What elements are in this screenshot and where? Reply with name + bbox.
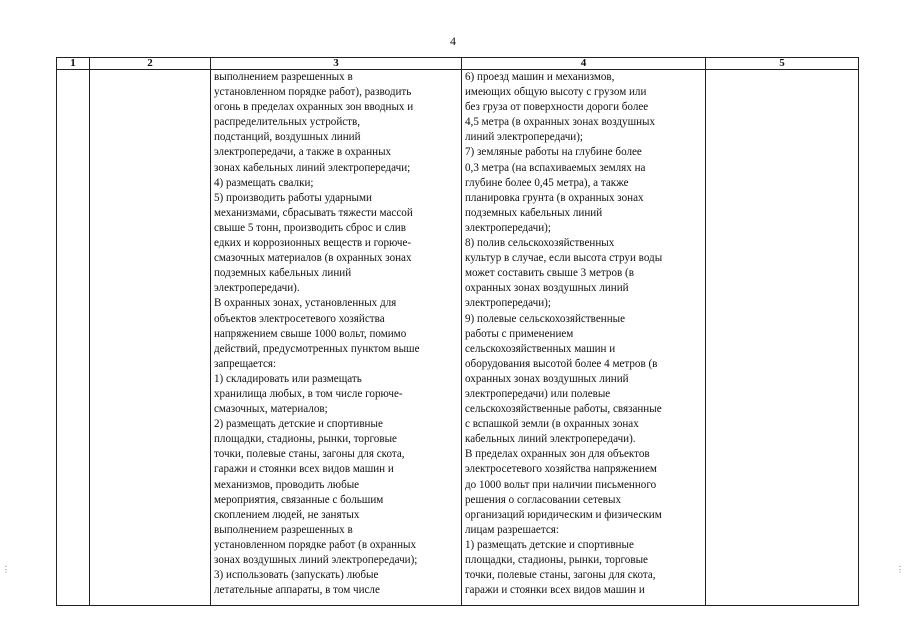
cell-col-1 (57, 70, 90, 606)
text-line: 1) складировать или размещать (214, 372, 362, 385)
left-margin-mark: ⋮ (2, 565, 10, 574)
text-line: выполнением разрешенных в (214, 523, 353, 536)
text-line: В пределах охранных зон для объектов (465, 448, 650, 461)
text-line: мероприятия, связанные с большим (214, 493, 384, 506)
text-line: 9) полевые сельскохозяйственные (465, 312, 626, 325)
text-line: запрещается: (214, 357, 277, 370)
text-line: электропередачи); (465, 297, 551, 310)
text-line: распределительных устройств, (214, 116, 361, 129)
text-line: смазочных материалов (в охранных зонах (214, 252, 412, 265)
text-line: электросетевого хозяйства напряжением (465, 463, 657, 476)
header-col-3: 3 (211, 58, 462, 70)
text-line: площадки, стадионы, рынки, торговые (214, 433, 397, 446)
text-line: скоплением людей, не занятых (214, 508, 360, 521)
text-line: 0,3 метра (на вспахиваемых землях на (465, 161, 646, 174)
text-line: 6) проезд машин и механизмов, (465, 71, 615, 83)
text-line: имеющих общую высоту с грузом или (465, 86, 647, 99)
text-line: зонах воздушных линий электропередачи); (214, 554, 418, 566)
text-line: механизмов, проводить любые (214, 478, 360, 491)
text-line: гаражи и стоянки всех видов машин и (214, 463, 394, 476)
text-line: едких и коррозионных веществ и горюче- (214, 237, 412, 250)
text-line: подземных кабельных линий (465, 206, 603, 219)
regulations-table (56, 57, 859, 606)
text-line: 1) размещать детские и спортивные (465, 538, 634, 551)
text-line: механизмами, сбрасывать тяжести массой (214, 206, 413, 219)
text-line: объектов электросетевого хозяйства (214, 312, 385, 325)
text-line: работы с применением (465, 327, 574, 340)
header-col-2: 2 (90, 58, 211, 70)
text-line: зонах кабельных линий электропередачи; (214, 161, 411, 174)
text-line: хранилища любых, в том числе горюче- (214, 387, 403, 400)
text-line: напряжением свыше 1000 вольт, помимо (214, 327, 407, 340)
header-col-1: 1 (57, 58, 90, 70)
text-line: кабельных линий электропередачи). (465, 433, 636, 446)
text-line: точки, полевые станы, загоны для скота, (465, 569, 656, 582)
text-line: 5) производить работы ударными (214, 191, 372, 204)
text-line: В охранных зонах, установленных для (214, 297, 397, 310)
text-line: площадки, стадионы, рынки, торговые (465, 554, 648, 566)
text-line: гаражи и стоянки всех видов машин и (465, 584, 645, 597)
text-line: огонь в пределах охранных зон вводных и (214, 101, 414, 114)
text-line: действий, предусмотренных пунктом выше (214, 342, 420, 355)
text-line: организаций юридическим и физическим (465, 508, 662, 521)
text-line: линий электропередачи); (465, 131, 584, 144)
cell-col-4-restrictions (462, 70, 706, 606)
text-line: 4) размещать свалки; (214, 176, 314, 189)
text-line: подстанций, воздушных линий (214, 131, 361, 144)
text-line: оборудования высотой более 4 метров (в (465, 357, 658, 370)
text-line: 3) использовать (запускать) любые (214, 569, 379, 582)
text-line: 4,5 метра (в охранных зонах воздушных (465, 116, 656, 129)
text-line: до 1000 вольт при наличии письменного (465, 478, 657, 491)
text-line: подземных кабельных линий (214, 267, 352, 280)
text-line: лицам разрешается: (465, 523, 559, 536)
text-line: решения о согласовании сетевых (465, 493, 621, 506)
text-line: 8) полив сельскохозяйственных (465, 237, 615, 250)
text-line: культур в случае, если высота струи воды (465, 252, 663, 265)
text-line: охранных зонах воздушных линий (465, 282, 629, 295)
text-line: 7) земляные работы на глубине более (465, 146, 642, 159)
text-line: летательные аппараты, в том числе (214, 584, 380, 597)
cell-col-3-restrictions (211, 70, 462, 606)
text-line: сельскохозяйственные работы, связанные (465, 403, 662, 416)
text-line: 2) размещать детские и спортивные (214, 418, 383, 431)
text-line: установленном порядке работ), разводить (214, 86, 412, 99)
text-line: сельскохозяйственных машин и (465, 342, 616, 355)
text-line: с вспашкой земли (в охранных зонах (465, 418, 639, 431)
text-line: электропередачи); (465, 221, 551, 234)
cell-col-2 (90, 70, 211, 606)
table-row (57, 70, 859, 606)
table-header-row (57, 58, 859, 70)
header-col-4: 4 (462, 58, 706, 70)
text-line: электропередачи) или полевые (465, 387, 611, 400)
text-line: планировка грунта (в охранных зонах (465, 191, 644, 204)
right-margin-mark: ⋮ (896, 565, 904, 574)
header-col-5: 5 (706, 58, 859, 70)
text-line: электропередачи, а также в охранных (214, 146, 392, 159)
cell-col-5 (706, 70, 859, 606)
text-line: глубине более 0,45 метра), а также (465, 176, 629, 189)
text-line: точки, полевые станы, загоны для скота, (214, 448, 405, 461)
text-line: электропередачи). (214, 282, 300, 295)
text-line: может составить свыше 3 метров (в (465, 267, 634, 280)
text-line: без груза от поверхности дороги более (465, 101, 649, 114)
text-line: смазочных, материалов; (214, 403, 328, 416)
page-number: 4 (450, 34, 456, 48)
text-line: выполнением разрешенных в (214, 71, 353, 83)
text-line: охранных зонах воздушных линий (465, 372, 629, 385)
text-line: свыше 5 тонн, производить сброс и слив (214, 221, 406, 234)
text-line: установленном порядке работ (в охранных (214, 538, 417, 551)
